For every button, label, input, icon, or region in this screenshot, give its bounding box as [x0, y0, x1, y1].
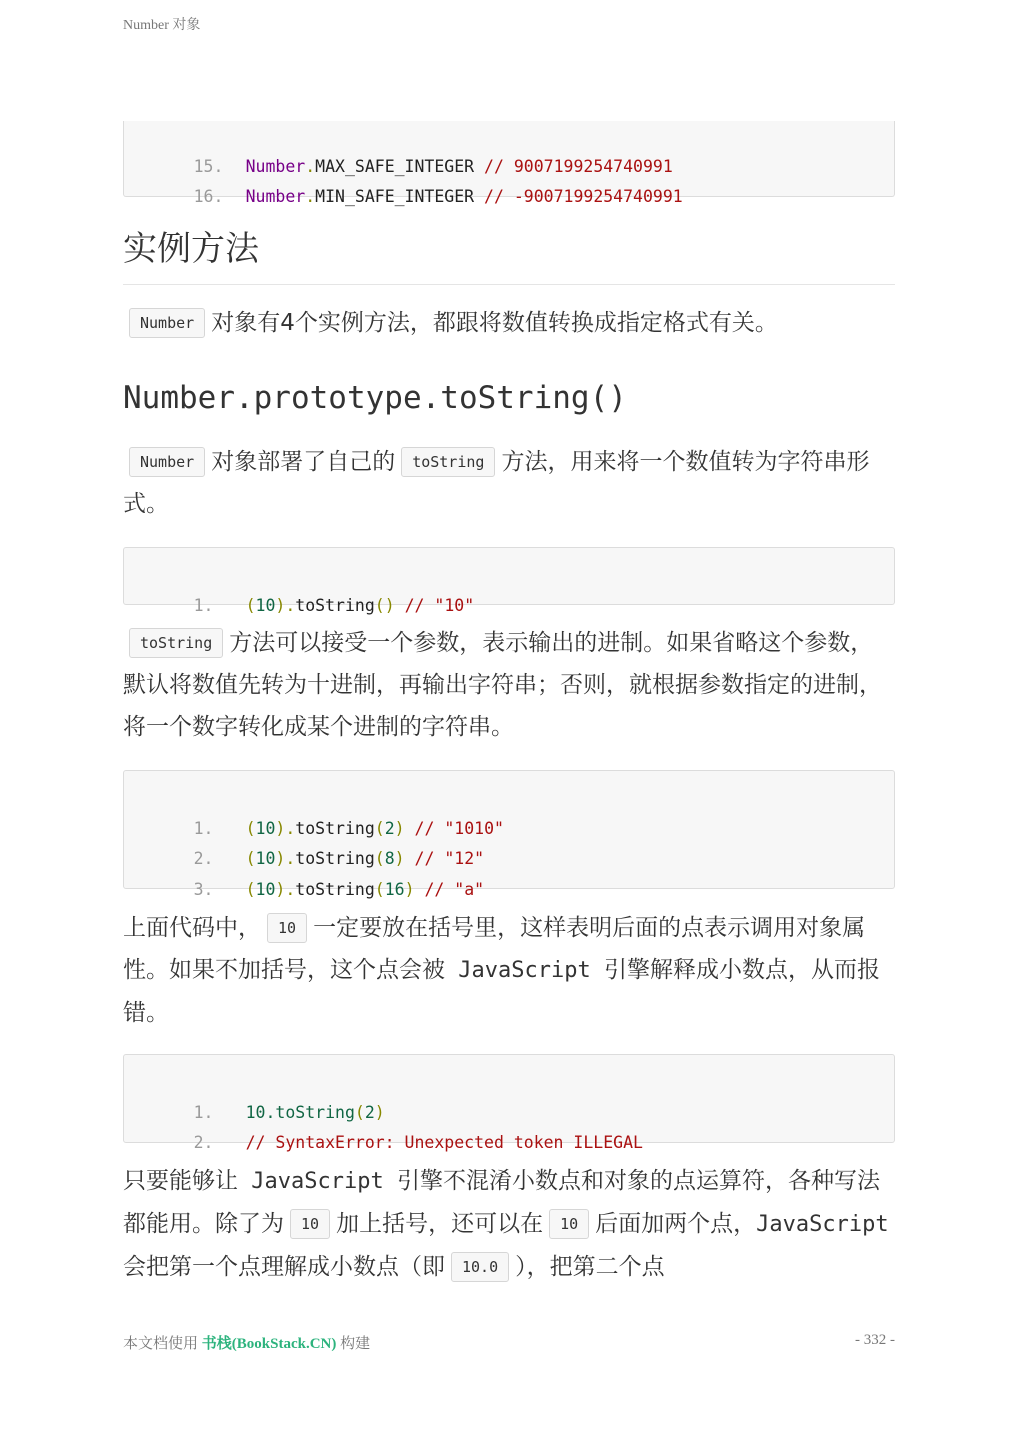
code-comment: // 9007199254740991 [484, 156, 673, 176]
code-token: . [285, 818, 296, 838]
code-token: ) [374, 1102, 385, 1122]
code-block-tostring-basic [123, 547, 895, 615]
code-token: . [285, 879, 296, 899]
line-number: 1. [193, 818, 214, 838]
code-comment: // "10" [394, 595, 475, 615]
inline-code: Number [129, 447, 205, 477]
page-header-title: Number 对象 [123, 18, 201, 33]
dot-operator-paragraph [123, 1160, 895, 1288]
line-number: 1. [193, 595, 214, 615]
paragraph-mono-text: JavaScript [445, 958, 604, 983]
paragraph-text: 加上括号，还可以在 [336, 1211, 544, 1237]
paragraph-mono-text: JavaScript [238, 1169, 397, 1194]
code-block-syntax-error [123, 1054, 895, 1152]
section-heading: 实例方法 [123, 226, 895, 285]
code-token: 10 [255, 879, 276, 899]
code-token: . [285, 595, 296, 615]
inline-code: toString [129, 628, 223, 658]
code-line: 2. (10).toString(8) // "12" [134, 814, 884, 845]
code-token: ) [275, 849, 286, 868]
code-comment: // SyntaxError: Unexpected token ILLEGAL [245, 1133, 643, 1152]
code-token: 10 [255, 849, 276, 868]
line-number: 1. [193, 1102, 214, 1122]
footer-brand-link[interactable]: 书栈(BookStack.CN) [201, 1336, 337, 1352]
line-number: 15. [193, 156, 224, 176]
code-line: 1. (10).toString(2) // "1010" [134, 783, 884, 814]
paragraph-text: 方法，用来将一个数值转为字符串形式。 [123, 449, 870, 517]
code-token: MAX_SAFE_INTEGER [315, 156, 485, 176]
code-block-tostring-radix [123, 770, 895, 899]
code-token: 16 [384, 879, 405, 899]
code-comment: // "12" [404, 849, 485, 868]
code-comment: // "a" [414, 879, 485, 899]
code-token: 10 [255, 818, 276, 838]
paragraph-mono-text: JavaScript [756, 1212, 889, 1237]
paragraph-text: ），把第二个点 [515, 1254, 665, 1280]
code-token: 10.toString [245, 1102, 355, 1122]
inline-code: Number [129, 308, 205, 338]
code-line [134, 560, 884, 615]
paragraph-text: 引擎解释成小数点，从而报错。 [123, 957, 880, 1026]
tostring-intro-paragraph [123, 441, 895, 525]
code-token: () [374, 595, 395, 615]
code-line: 3. (10).toString(16) // "a" [134, 844, 884, 875]
code-token: ( [245, 595, 256, 615]
inline-code: 10 [290, 1209, 330, 1239]
line-number: 2. [193, 849, 214, 868]
code-token: MIN_SAFE_INTEGER [315, 187, 485, 206]
code-token: toString [295, 818, 375, 838]
code-token: Number [245, 156, 306, 176]
inline-code: 10 [267, 913, 307, 943]
paragraph-text: 引擎不混淆小数点和对象的点运算符，各种写法都能用。除了为 [123, 1168, 880, 1237]
paragraph-text: 方法可以接受一个参数，表示输出的进制。如果省略这个参数，默认将数值先转为十进制，再输出字符串；否则，就根据参数指定的进制，将一个数字转化成某个进制的字符串。 [123, 630, 882, 740]
code-token: toString [295, 879, 375, 899]
intro-paragraph [123, 302, 895, 344]
code-line [134, 1067, 884, 1122]
code-token: ( [245, 818, 256, 838]
footer-text: 构建 [336, 1336, 371, 1352]
code-token: Number [245, 187, 306, 206]
code-token: ) [275, 818, 286, 838]
paragraph-text: 只要能够让 [123, 1168, 238, 1194]
line-number: 16. [193, 187, 224, 206]
page-footer [123, 1332, 895, 1353]
code-token: 8 [384, 849, 395, 868]
paragraph-text: 对象部署了自己的 [211, 449, 396, 475]
footer-text: 本文档使用 [123, 1336, 202, 1352]
code-token: 2 [384, 818, 395, 838]
code-token: ) [275, 879, 286, 899]
page-number: - 332 - [855, 1332, 895, 1348]
inline-code: 10.0 [451, 1252, 509, 1282]
code-token: toString [295, 595, 375, 615]
radix-paragraph [123, 622, 895, 748]
code-token: ( [245, 849, 256, 868]
paragraph-text: 会把第一个点理解成小数点（即 [123, 1254, 445, 1280]
paragraph-text: 后面加两个点， [595, 1211, 757, 1237]
code-token: ( [354, 1102, 365, 1122]
inline-code: 10 [549, 1209, 589, 1239]
code-block-safe-integer [123, 121, 895, 206]
code-token: . [305, 187, 316, 206]
paragraph-text: 一定要放在括号里，这样表明后面的点表示调用对象属性。如果不加括号，这个点会被 [123, 915, 866, 983]
code-token: 10 [255, 595, 276, 615]
code-token: 2 [364, 1102, 375, 1122]
code-comment: // "1010" [404, 818, 504, 838]
code-token: ( [245, 879, 256, 899]
paragraph-text: 上面代码中， [123, 915, 261, 941]
code-token: . [285, 849, 296, 868]
code-line [134, 121, 884, 176]
subsection-heading: Number.prototype.toString() [123, 380, 627, 416]
line-number: 2. [193, 1133, 214, 1152]
code-token: toString [295, 849, 375, 868]
code-comment: // -9007199254740991 [484, 187, 683, 206]
code-token: . [305, 156, 316, 176]
parentheses-paragraph [123, 907, 895, 1034]
paragraph-text: 对象有4个实例方法，都跟将数值转换成指定格式有关。 [211, 310, 778, 336]
code-token: ) [275, 595, 286, 615]
inline-code: toString [401, 447, 495, 477]
line-number: 3. [193, 879, 214, 899]
